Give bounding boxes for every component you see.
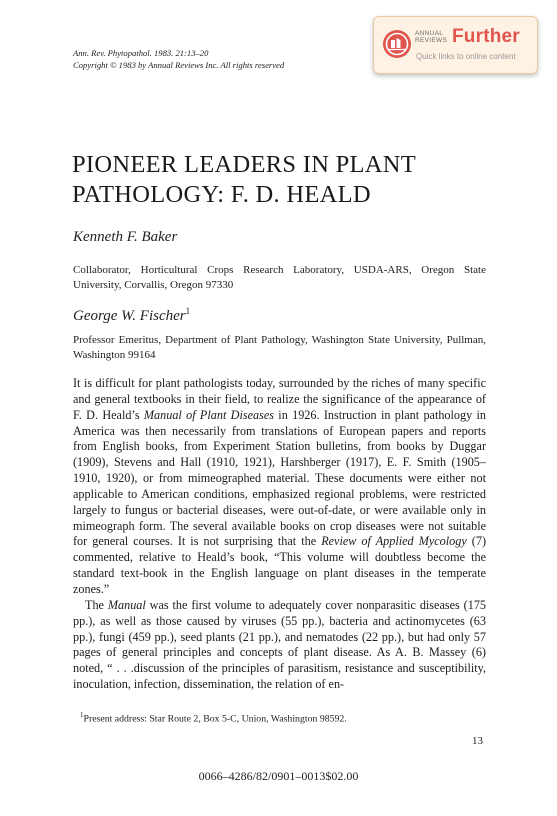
badge-further-label: Further	[452, 26, 520, 47]
author-affiliation: Collaborator, Horticultural Crops Research Laboratory, USDA-ARS, Oregon State University, Corvallis, Oregon 97330	[73, 264, 486, 291]
footnote-mark: 1	[80, 711, 84, 719]
paragraph: The Manual was the first volume to adequately cover nonparasitic diseases (175 pp.), as well as those caused by viruses (55 pp.), bacteria and actinomycetes (63 pp.), fungi (459 pp.), seed plants (21 pp.), and nematodes (22 pp.), but had only 57 pages of general principles and concepts of plant disease. As A. B. Massey (6) noted, “ . . .discussion of the principles of parasitism, resistance and susceptibility, inoculation, infection, dissemination, the relation of en-	[73, 597, 487, 692]
annual-reviews-logo-icon	[382, 29, 412, 59]
footnote	[80, 711, 347, 724]
badge-subtitle: Quick links to online content	[416, 52, 516, 61]
article-body	[73, 376, 486, 693]
paragraph: It is difficult for plant pathologists today, surrounded by the riches of many specific and general textbooks in their field, to realize the significance of the appearance of F. D. Heald’s Manual of Plant Diseases in 1926. Instruction in plant pathology in America was then necessarily from translations of European papers and reports from English books, from Experiment Station bulletins, from books by Duggar (1909), Stevens and Hall (1910, 1921), Harshberger (1917), E. F. Smith (1905–1910, 1920), or from mimeographed material. These documents were either not applicable to American conditions, emphasized regional problems, were restricted largely to fungus or bacterial diseases, were out-of-date, or were available only in mimeograph form. The several available books on crop diseases were not suitable for general courses. It is not surprising that the Review of Applied Mycology (7) commented, relative to Heald’s book, “This volume will doubtless become the standard text-book in the English language on plant diseases in the temperate zones.”	[73, 376, 487, 596]
journal-citation: Ann. Rev. Phytopathol. 1983. 21:13–20	[73, 48, 209, 58]
footnote-text: Present address: Star Route 2, Box 5-C, Union, Washington 98592.	[83, 713, 347, 725]
title-line-1: PIONEER LEADERS IN PLANT	[72, 151, 417, 178]
author-name: Kenneth F. Baker	[73, 229, 178, 245]
author-name: George W. Fischer$^1$	[73, 306, 191, 324]
article-title	[72, 150, 416, 210]
page-number: 13	[472, 735, 483, 747]
article-code: 0066–4286/82/0901–0013$02.00	[198, 769, 359, 783]
author-affiliation: Professor Emeritus, Department of Plant Pathology, Washington State University, Pullman, Washington 99164	[73, 334, 486, 361]
badge-brand-label: ANNUAL REVIEWS	[415, 30, 448, 44]
title-line-2: PATHOLOGY: F. D. HEALD	[72, 181, 371, 208]
citation-block	[73, 47, 284, 71]
further-badge[interactable]	[373, 16, 538, 74]
footnote-mark: 1	[185, 306, 191, 316]
copyright-line: Copyright © 1983 by Annual Reviews Inc. All rights reserved	[73, 60, 285, 70]
